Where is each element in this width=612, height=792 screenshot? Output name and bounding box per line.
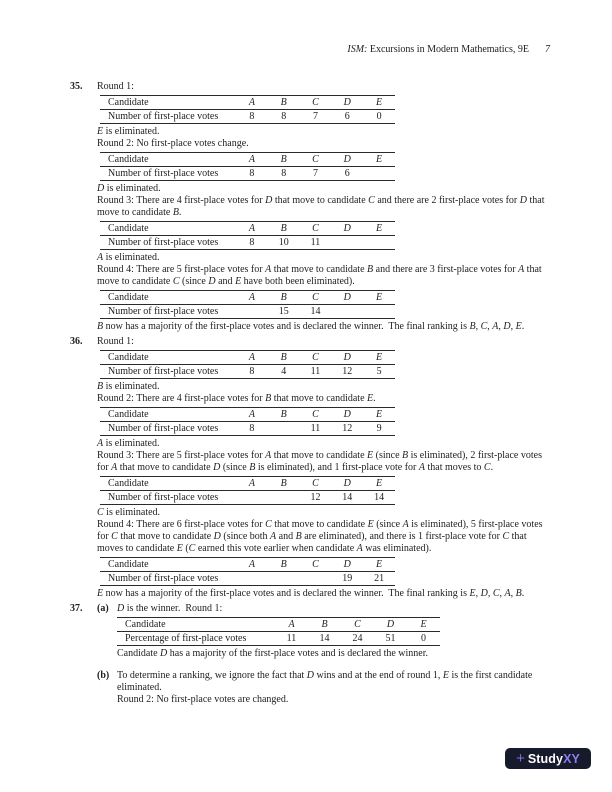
table-data-row: [100, 236, 395, 249]
round-label: Round 1:: [97, 81, 134, 92]
table-header-label: Candidate: [108, 292, 149, 303]
votes-table-35-round3: [100, 221, 395, 250]
table-data-cells: [236, 572, 395, 585]
logo-xy-text: XY: [563, 751, 580, 766]
table-cell: [268, 422, 300, 435]
table-cell: 11: [310, 366, 321, 377]
table-header-label: Candidate: [108, 154, 149, 165]
problem-36: [70, 336, 548, 600]
table-header-cells: [236, 153, 395, 166]
table-cell: 8: [281, 168, 287, 179]
part-b: [97, 670, 548, 706]
table-cell: E: [376, 223, 383, 234]
table-cell: [268, 572, 300, 585]
table-cell: E: [376, 409, 383, 420]
votes-table-36-round4: [100, 557, 395, 586]
table-cell: D: [343, 409, 351, 420]
table-data-cells: [236, 365, 395, 378]
table-cell: 14: [374, 492, 385, 503]
table-cell: B: [280, 223, 287, 234]
table-cell: 15: [278, 306, 289, 317]
table-cell: A: [248, 478, 255, 489]
conclusion-text: B now has a majority of the first-place votes and is declared the winner. The final ranking is B, C, A, D, E.: [97, 321, 525, 332]
table-cell: A: [248, 97, 255, 108]
table-data-cells: [236, 236, 395, 249]
table-cell: [236, 491, 268, 504]
table-cell: E: [376, 97, 383, 108]
table-cell: [363, 305, 395, 318]
table-cell: [331, 305, 363, 318]
table-cell: C: [312, 478, 319, 489]
part-a: [97, 603, 548, 660]
table-cell: C: [312, 559, 319, 570]
table-cell: C: [312, 223, 319, 234]
page-content: [70, 81, 548, 706]
round-description: Round 3: There are 4 first-place votes for D that move to candidate C and there are 2 first-place votes for D that move to candidate B.: [97, 195, 545, 218]
votes-table-36-round2: [100, 407, 395, 436]
table-cell: 0: [421, 633, 426, 644]
table-header-label: Candidate: [125, 619, 166, 630]
round-description: Round 2: There are 4 first-place votes for B that move to candidate E.: [97, 393, 376, 404]
table-cell: 8: [249, 366, 255, 377]
table-cell: 7: [312, 168, 318, 179]
table-data-cells: [236, 305, 395, 318]
table-cell: B: [280, 292, 287, 303]
table-data-cells: [275, 632, 440, 645]
round-description: Round 3: There are 5 first-place votes for A that move to candidate E (since B is eliminated), 2 first-place votes for A that move to candidate D (since B is eliminated), and 1 first-place vote for A that moves to C.: [97, 450, 542, 473]
table-header-row: [117, 618, 440, 632]
table-header-cells: [236, 477, 395, 490]
table-cell: 11: [310, 423, 321, 434]
table-data-row: [100, 365, 395, 378]
table-cell: 8: [249, 111, 255, 122]
table-data-row: [100, 305, 395, 318]
table-cell: E: [376, 352, 383, 363]
table-cell: 19: [342, 573, 353, 584]
table-header-row: [100, 558, 395, 572]
problem-number: 36.: [70, 336, 83, 347]
elimination-note: E is eliminated.: [97, 126, 160, 137]
table-cell: D: [343, 352, 351, 363]
table-cell: 24: [352, 633, 363, 644]
table-cell: C: [354, 619, 361, 630]
table-cell: E: [376, 478, 383, 489]
table-row-label: Number of first-place votes: [108, 492, 219, 503]
table-cell: D: [343, 559, 351, 570]
table-row-label: Number of first-place votes: [108, 573, 219, 584]
table-cell: [236, 572, 268, 585]
votes-table-35-round2: [100, 152, 395, 181]
round-label: Round 1:: [97, 336, 134, 347]
table-cell: E: [376, 559, 383, 570]
part-label: (a): [97, 603, 109, 614]
table-header-cells: [236, 222, 395, 235]
table-cell: D: [386, 619, 395, 630]
problem-number: 37.: [70, 603, 83, 614]
votes-table-36-round3: [100, 476, 395, 505]
table-data-row: [100, 167, 395, 180]
table-cell: 7: [312, 111, 318, 122]
table-cell: 14: [319, 633, 330, 644]
table-header-cells: [236, 351, 395, 364]
table-cell: B: [280, 478, 287, 489]
table-header-row: [100, 291, 395, 305]
journal-title: ISM: Excursions in Modern Mathematics, 9E: [347, 44, 529, 55]
votes-table-36-round1: [100, 350, 395, 379]
table-cell: [363, 236, 395, 249]
table-data-cells: [236, 110, 395, 123]
part-a-intro: D is the winner. Round 1:: [117, 603, 223, 614]
table-header-label: Candidate: [108, 409, 149, 420]
table-data-row: [117, 632, 440, 645]
table-cell: A: [248, 409, 255, 420]
table-cell: 14: [310, 306, 321, 317]
table-cell: 51: [385, 633, 396, 644]
table-row-label: Number of first-place votes: [108, 366, 219, 377]
table-cell: D: [343, 154, 351, 165]
elimination-note: A is eliminated.: [97, 438, 160, 449]
table-data-row: [100, 572, 395, 585]
table-header-row: [100, 222, 395, 236]
table-cell: A: [248, 559, 255, 570]
table-cell: [300, 572, 332, 585]
table-cell: A: [248, 154, 255, 165]
table-header-label: Candidate: [108, 352, 149, 363]
table-cell: D: [343, 223, 351, 234]
part-b-text: To determine a ranking, we ignore the fact that D wins and at the end of round 1, E is the first candidate eliminated.: [117, 670, 533, 693]
table-cell: D: [343, 97, 351, 108]
part-a-conclusion: Candidate D has a majority of the first-place votes and is declared the winner.: [117, 648, 429, 659]
table-data-cells: [236, 491, 395, 504]
table-cell: 8: [281, 111, 287, 122]
table-header-row: [100, 477, 395, 491]
votes-table-37: [117, 617, 440, 646]
table-header-row: [100, 408, 395, 422]
table-cell: E: [376, 292, 383, 303]
studyxy-logo: [505, 748, 591, 769]
table-header-label: Candidate: [108, 478, 149, 489]
table-row-label: Number of first-place votes: [108, 168, 219, 179]
table-cell: A: [248, 223, 255, 234]
round-description: Round 4: There are 6 first-place votes for C that move to candidate E (since A is eliminated), 5 first-place votes for C that move to candidate D (since both A and B are eliminated), and there is 1 first-place vote for C that moves to candidate E (C earned this vote earlier when candidate A was eliminated).: [97, 519, 543, 554]
table-cell: 6: [344, 111, 350, 122]
table-header-cells: [236, 96, 395, 109]
round-description: Round 4: There are 5 first-place votes for A that move to candidate B and there are 3 first-place votes for A that move to candidate C (since D and E have both been eliminated).: [97, 264, 542, 287]
problem-number: 35.: [70, 81, 83, 92]
running-header: [0, 44, 550, 55]
table-row-label: Percentage of first-place votes: [125, 633, 247, 644]
table-header-label: Candidate: [108, 223, 149, 234]
table-cell: 11: [286, 633, 297, 644]
table-data-cells: [236, 422, 395, 435]
table-cell: 6: [344, 168, 350, 179]
table-header-row: [100, 153, 395, 167]
table-cell: 10: [278, 237, 289, 248]
table-header-cells: [236, 291, 395, 304]
table-cell: E: [376, 154, 383, 165]
table-cell: C: [312, 97, 319, 108]
table-cell: [331, 236, 363, 249]
table-cell: B: [280, 97, 287, 108]
table-cell: 8: [249, 423, 255, 434]
table-cell: E: [420, 619, 427, 630]
table-cell: 12: [342, 366, 353, 377]
table-cell: 5: [376, 366, 382, 377]
round-description: Round 2: No first-place votes change.: [97, 138, 249, 149]
table-cell: 8: [249, 168, 255, 179]
table-cell: 21: [374, 573, 385, 584]
votes-table-35-round1: [100, 95, 395, 124]
table-header-label: Candidate: [108, 559, 149, 570]
elimination-note: B is eliminated.: [97, 381, 160, 392]
elimination-note: D is eliminated.: [97, 183, 161, 194]
table-cell: B: [280, 352, 287, 363]
logo-wordmark: [528, 752, 580, 766]
conclusion-text: E now has a majority of the first-place votes and is declared the winner. The final ranking is E, D, C, A, B.: [97, 588, 525, 599]
table-cell: C: [312, 154, 319, 165]
table-cell: 11: [310, 237, 321, 248]
part-label: (b): [97, 670, 110, 681]
table-data-cells: [236, 167, 395, 180]
table-cell: C: [312, 409, 319, 420]
table-cell: B: [280, 409, 287, 420]
table-cell: 12: [342, 423, 353, 434]
table-row-label: Number of first-place votes: [108, 423, 219, 434]
plus-icon: +: [516, 749, 525, 767]
table-cell: 0: [376, 111, 382, 122]
table-cell: 9: [376, 423, 382, 434]
table-cell: [268, 491, 300, 504]
table-cell: D: [343, 478, 351, 489]
table-header-cells: [236, 408, 395, 421]
table-row-label: Number of first-place votes: [108, 111, 219, 122]
logo-study-text: Study: [527, 751, 564, 766]
page-number: 7: [545, 44, 550, 55]
table-cell: [236, 305, 268, 318]
table-cell: C: [312, 352, 319, 363]
elimination-note: C is eliminated.: [97, 507, 161, 518]
table-cell: B: [321, 619, 328, 630]
problem-37: [70, 603, 548, 706]
table-cell: B: [280, 154, 287, 165]
votes-table-35-round4: [100, 290, 395, 319]
table-header-cells: [236, 558, 395, 571]
table-cell: 12: [310, 492, 321, 503]
table-data-row: [100, 422, 395, 435]
table-cell: A: [288, 619, 295, 630]
table-header-cells: [275, 618, 440, 631]
table-header-row: [100, 96, 395, 110]
table-header-label: Candidate: [108, 97, 149, 108]
elimination-note: A is eliminated.: [97, 252, 160, 263]
table-row-label: Number of first-place votes: [108, 237, 219, 248]
table-cell: A: [248, 352, 255, 363]
problem-35: [70, 81, 548, 333]
table-header-row: [100, 351, 395, 365]
table-cell: B: [280, 559, 287, 570]
table-cell: C: [312, 292, 319, 303]
part-b-round2: Round 2: No first-place votes are changed.: [117, 694, 289, 705]
table-data-row: [100, 491, 395, 504]
table-cell: 8: [249, 237, 255, 248]
table-row-label: Number of first-place votes: [108, 306, 219, 317]
table-cell: D: [343, 292, 351, 303]
table-data-row: [100, 110, 395, 123]
table-cell: 14: [342, 492, 353, 503]
table-cell: A: [248, 292, 255, 303]
table-cell: 4: [281, 366, 287, 377]
table-cell: [363, 167, 395, 180]
